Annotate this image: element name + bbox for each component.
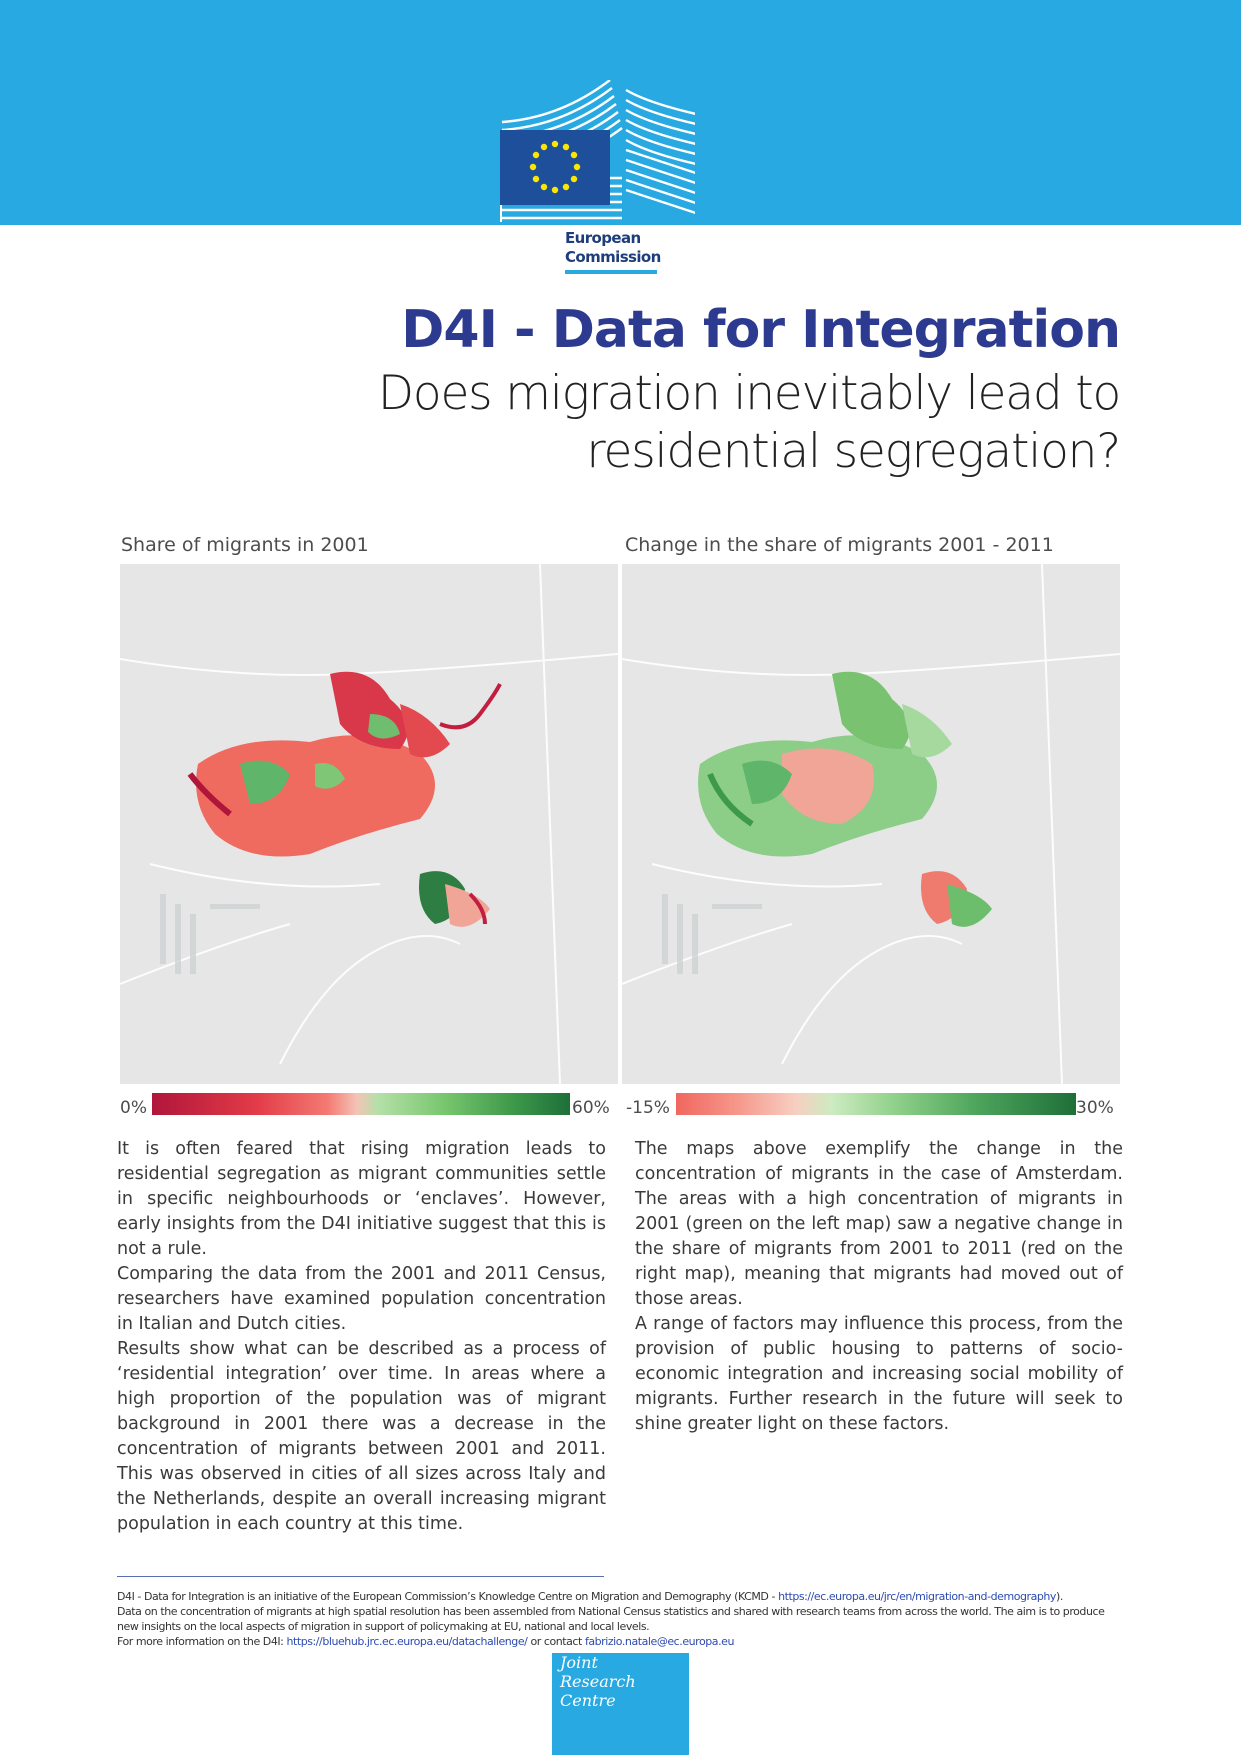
body-left-p1: It is often feared that rising migration leads to residential segregation as migrant communities settle in specific neighbourhoods or ‘enclaves’. However, early insights from the D4I initiative suggest that this is not a rule. <box>117 1139 606 1259</box>
jrc-line1: Joint <box>560 1653 598 1672</box>
footnote-line2: Data on the concentration of migrants at high spatial resolution has been assembled from National Census statistics and shared with research teams from across the world. The aim is to produce new insights on the local aspects of migration in support of policymaking at EU, national and local levels. <box>117 1605 1105 1633</box>
logo-underline <box>565 270 657 274</box>
body-right-column <box>635 1137 1123 1437</box>
scalebar-left <box>152 1093 570 1115</box>
jrc-logo-text <box>560 1653 636 1710</box>
body-right-p1: The maps above exemplify the change in the concentration of migrants in the case of Amsterdam. The areas with a high concentration of migrants in 2001 (green on the left map) saw a negative change in the share of migrants from 2001 to 2011 (red on the right map), meaning that migrants had moved out of those areas. <box>635 1139 1123 1309</box>
body-left-p3: Results show what can be described as a process of ‘residential integration’ over time. In areas where a high proportion of the population was of migrant background in 2001 there was a decrease in the concentration of migrants between 2001 and 2011. This was observed in cities of all sizes across Italy and the Netherlands, despite an overall increasing migrant population in each country at this time. <box>117 1339 606 1534</box>
subtitle-line2: residential segregation? <box>586 424 1120 479</box>
footnote-line3-mid: or contact <box>527 1635 585 1648</box>
org-name-line2: Commission <box>565 248 661 266</box>
footnote-line3 <box>117 1634 1127 1649</box>
body-right-p2: A range of factors may influence this process, from the provision of public housing to patterns of socio-economic integration and increasing social mobility of migrants. Further research in the future will seek to shine greater light on these factors. <box>635 1314 1123 1434</box>
subtitle-line1: Does migration inevitably lead to <box>377 366 1120 421</box>
footnote-rule <box>117 1576 604 1577</box>
footnote-line1 <box>117 1589 1127 1604</box>
footnote-line1-text: D4I - Data for Integration is an initiative of the European Commission’s Knowledge Centre on Migration and Demography (KCMD - <box>117 1590 779 1603</box>
map-right-caption: Change in the share of migrants 2001 - 2011 <box>625 534 1054 556</box>
scale-right-max: 30% <box>1076 1098 1114 1118</box>
footnote-line1-end: ). <box>1056 1590 1063 1603</box>
scale-left-min: 0% <box>120 1098 147 1118</box>
datachallenge-link[interactable]: https://bluehub.jrc.ec.europa.eu/datachallenge/ <box>286 1635 528 1648</box>
map-share-2001 <box>120 564 618 1084</box>
page-title: D4I - Data for Integration <box>401 300 1120 360</box>
jrc-line2: Research <box>560 1672 636 1691</box>
map-change-2001-2011 <box>622 564 1120 1084</box>
footnote <box>117 1589 1127 1649</box>
body-left-p2: Comparing the data from the 2001 and 2011 Census, researchers have examined population concentration in Italian and Dutch cities. <box>117 1264 606 1334</box>
scalebar-right <box>676 1093 1076 1115</box>
body-left-column <box>117 1137 606 1537</box>
org-name <box>565 229 661 267</box>
scale-left-max: 60% <box>572 1098 610 1118</box>
org-name-line1: European <box>565 229 641 247</box>
footnote-line3-text: For more information on the D4I: <box>117 1635 287 1648</box>
map-left-caption: Share of migrants in 2001 <box>121 534 369 556</box>
jrc-line3: Centre <box>560 1691 616 1710</box>
contact-email-link[interactable]: fabrizio.natale@ec.europa.eu <box>584 1635 734 1648</box>
scale-right-min: -15% <box>626 1098 670 1118</box>
kcmd-link[interactable]: https://ec.europa.eu/jrc/en/migration-and-demography <box>778 1590 1056 1603</box>
